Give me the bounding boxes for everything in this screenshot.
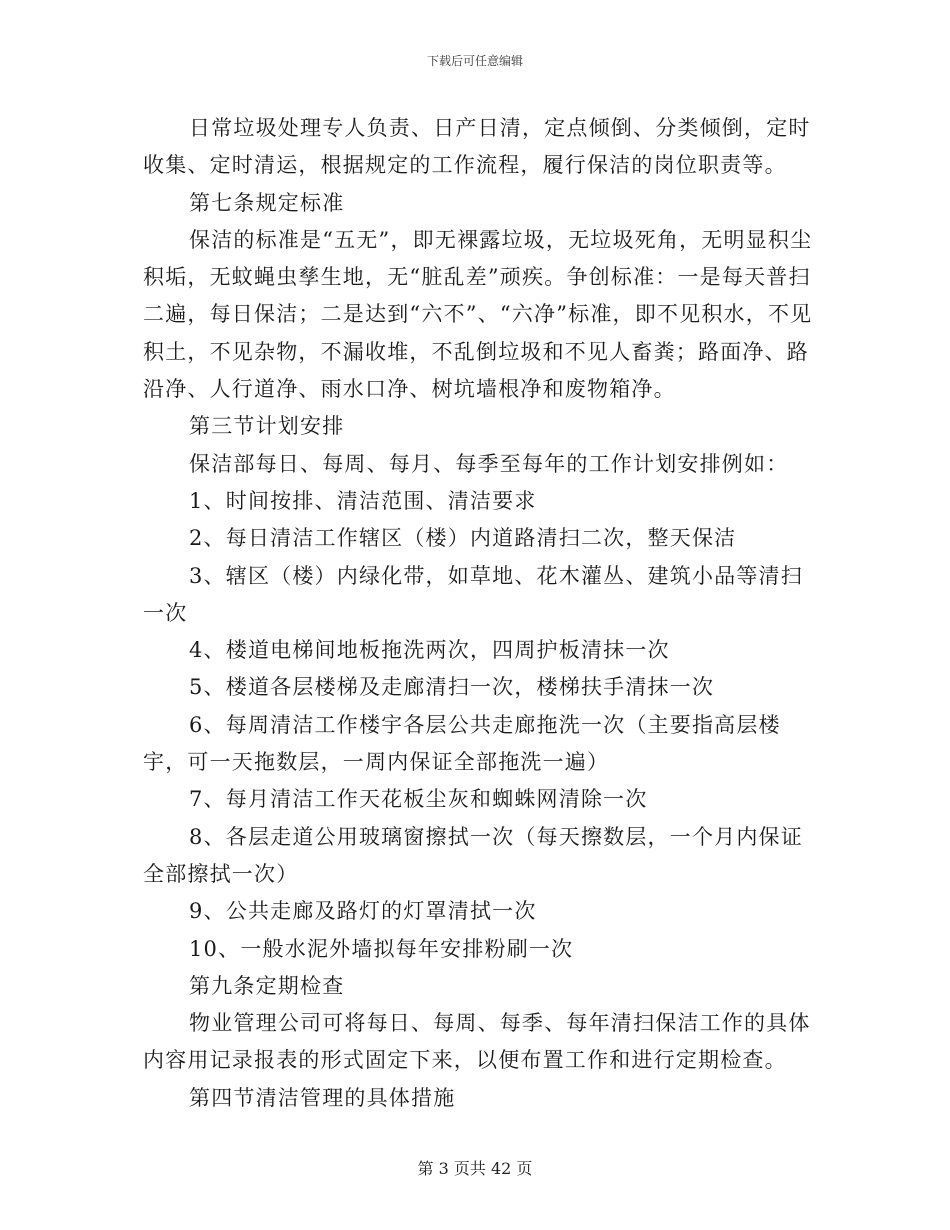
section-heading: 第三节计划安排 (189, 414, 345, 439)
section-heading: 第九条定期检查 (189, 973, 345, 998)
list-item: 4、楼道电梯间地板拖洗两次，四周护板清抹一次 (189, 638, 670, 663)
paragraph: 日常垃圾处理专人负责、日产日清，定点倾倒、分类倾倒，定时收集、定时清运，根据规定的工作流程，履行保洁的岗位职责等。 (143, 116, 811, 178)
paragraph: 物业管理公司可将每日、每周、每季、每年清扫保洁工作的具体内容用记录报表的形式固定下来，以便布置工作和进行定期检查。 (143, 1011, 811, 1073)
paragraph: 保洁部每日、每周、每月、每季至每年的工作计划安排例如： (189, 451, 789, 476)
list-item: 7、每月清洁工作天花板尘灰和蜘蛛网清除一次 (189, 787, 648, 812)
list-item: 8、各层走道公用玻璃窗擦拭一次（每天擦数层，一个月内保证全部擦拭一次） (143, 824, 803, 886)
paragraph: 保洁的标准是“五无”，即无裸露垃圾，无垃圾死角，无明显积尘积垢，无蚊蝇虫孳生地，无“脏乱差”顽疾。争创标准：一是每天普扫二遍，每日保洁；二是达到“六不”、“六净”标准，即不见积水，不见积土，不见杂物，不漏收堆，不乱倒垃圾和不见人畜粪；路面净、路沿净、人行道净、雨水口净、树坑墙根净和废物箱净。 (143, 227, 813, 402)
list-item: 3、辖区（楼）内绿化带，如草地、花木灌丛、建筑小品等清扫一次 (143, 563, 803, 625)
list-item: 5、楼道各层楼梯及走廊清扫一次，楼梯扶手清抹一次 (189, 675, 715, 700)
page-number-footer: 第 3 页共 42 页 (417, 1159, 533, 1178)
list-item: 1、时间按排、清洁范围、清洁要求 (189, 488, 537, 513)
section-heading: 第四节清洁管理的具体措施 (189, 1085, 456, 1110)
page-header: 下载后可任意编辑 (426, 54, 523, 68)
list-item: 10、一般水泥外墙拟每年安排粉刷一次 (189, 936, 574, 961)
list-item: 9、公共走廊及路灯的灯罩清拭一次 (189, 899, 537, 924)
list-item: 6、每周清洁工作楼宇各层公共走廊拖洗一次（主要指高层楼宇，可一天拖数层，一周内保证全部拖洗一遍） (143, 712, 781, 775)
section-heading: 第七条规定标准 (189, 190, 345, 215)
list-item: 2、每日清洁工作辖区（楼）内道路清扫二次，整天保洁 (189, 526, 737, 551)
document-body (143, 110, 813, 1117)
